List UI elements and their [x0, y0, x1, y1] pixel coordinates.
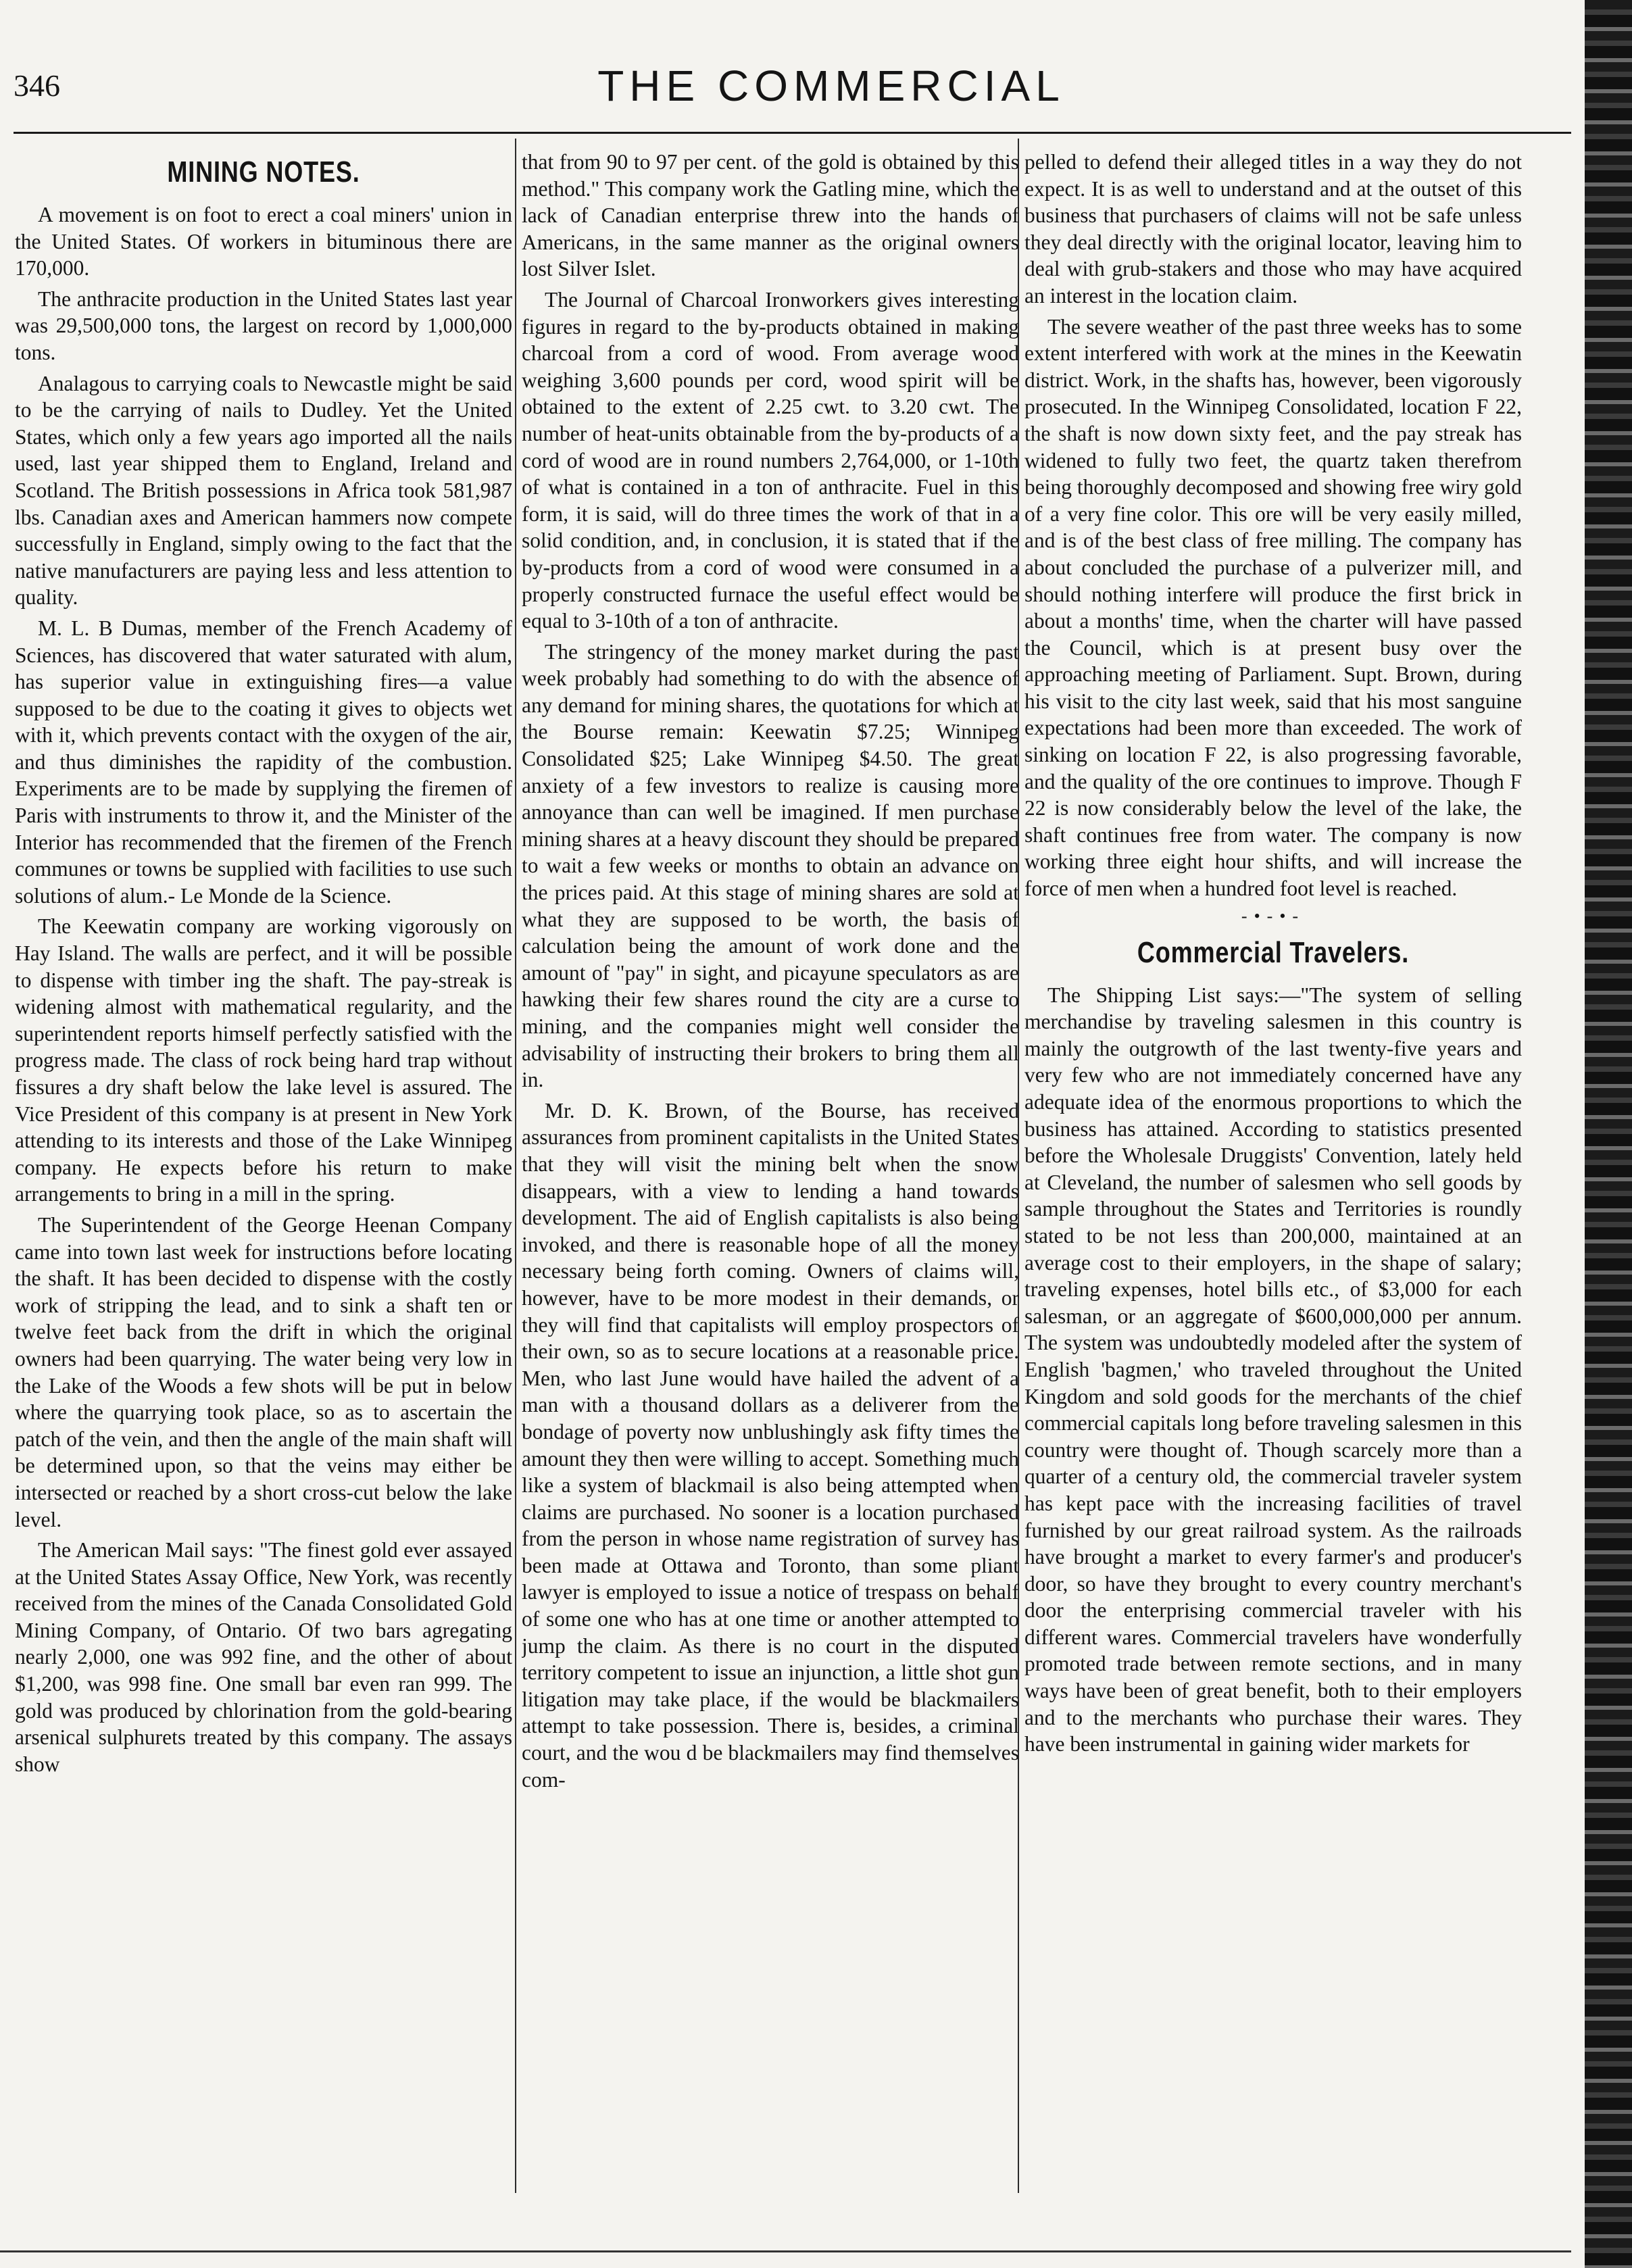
footer-rule [0, 2250, 1571, 2252]
column-1 [15, 149, 512, 2190]
paragraph: The anthracite production in the United States last year was 29,500,000 tons, the largest on record by 1,000,000 tons. [15, 287, 512, 364]
paragraph: The severe weather of the past three weeks has to some extent interfered with work at the mines in the Keewatin district. Work, in the shafts has, however, been vigorously prosecuted. In the Winnipeg Consolidated, location F 22, the shaft is now down sixty feet, and the pay streak has widened to fully two feet, the quartz taken therefrom being thoroughly decomposed and showing free wiry gold of a very fine color. This ore will be very easily milled, and is of the best class of free milling. The company has about concluded the purchase of a pulverizer mill, and should nothing interfere will produce the first brick in about a months' time, when the charter will have passed the Council, which is at present busy over the approaching meeting of Parliament. Supt. Brown, during his visit to the city last week, said that his most sanguine expectations had been more than exceeded. The work of sinking on location F 22, is also progressing favorable, and the quality of the ore continues to improve. Though F 22 is now considerably below the level of the lake, the shaft continues free from water. The company is now working three eight hour shifts, and will increase the force of men when a hundred foot level is reached. [1024, 314, 1522, 901]
section-ornament: -•-•- [1241, 906, 1306, 926]
paragraph: that from 90 to 97 per cent. of the gold is obtained by this method." This company work the Gatling mine, which the lack of Canadian enterprise threw into the hands of Americans, in the same manner as the original owners lost Silver Islet. [522, 150, 1019, 281]
paragraph: pelled to defend their alleged titles in a way they do not expect. It is as well to understand and at the outset of this business that purchasers of claims will not be safe unless they deal directly with the original locator, leaving him to deal with grub-stakers and those who may have acquired an interest in the location claim. [1024, 150, 1522, 307]
paragraph: M. L. B Dumas, member of the French Academy of Sciences, has discovered that water saturated with alum, has superior value in extinguishing fires—a value supposed to be due to the coating it gives to objects wet with it, which prevents contact with the oxygen of the air, and thus diminishes the rapidity of the combustion. Experiments are to be made by supplying the firemen of Paris with instruments to throw it, and the Minister of the Interior has recommended that the firemen of the French communes or towns be supplied with facilities to use such solutions of alum.- Le Monde de la Science. [15, 616, 512, 908]
paragraph: The Journal of Charcoal Ironworkers gives interesting figures in regard to the by-products obtained in making charcoal from a cord of wood. From average wood weighing 3,600 pounds per cord, wood spirit will be obtained to the extent of 2.25 cwt. to 3.20 cwt. The number of heat-units obtainable from the by-products of a cord of wood are in round numbers 2,764,000, or 1-10th of what is contained in a ton of anthracite. Fuel in this form, it is said, will do three times the work of that in a solid condition, and, in conclusion, it is stated that if the by-products from a cord of wood were consumed in a properly constructed furnace the useful effect would be equal to 3-10th of a ton of anthracite. [522, 287, 1019, 633]
paragraph: The Shipping List says:—"The system of selling merchandise by traveling salesmen in this country is mainly the outgrowth of the last twenty-five years and very few who are not immediately concerned have any adequate idea of the enormous proportions to which the business has attained. According to statistics presented before the Wholesale Druggists' Convention, lately held at Cleveland, the number of salesmen who sell goods by sample throughout the States and Territories is roundly stated to be not less than 200,000, maintained at an average cost to their employers, in the shape of salary; traveling expenses, hotel bills etc., of $3,000 for each salesman, or an aggregate of $600,000,000 per annum. The system was undoubtedly modeled after the system of English 'bagmen,' who traveled throughout the United Kingdom and sold goods for the merchants of the chief commercial capitals long before traveling salesmen in this country were thought of. Though scarcely more than a quarter of a century old, the commercial traveler system has kept pace with the increasing facilities of travel furnished by our great railroad system. As the railroads have brought a market to every farmer's and producer's door, so have they brought to every country merchant's door the enterprising commercial traveler with his different wares. Commercial travelers have wonderfully promoted trade between remote sections, and in many ways have been of great benefit, both to their employers and to the merchants who purchase their wares. They have been instrumental in gaining wider markets for [1024, 983, 1522, 1756]
paragraph: The Keewatin company are working vigorously on Hay Island. The walls are perfect, and it will be possible to dispense with timber ing the shaft. The pay-streak is widening almost with mathematical regularity, and the superintendent reports himself perfectly satisfied with the progress made. The class of rock being hard trap without fissures a dry shaft below the lake level is assured. The Vice President of this company is at present in New York attending to its interests and those of the Lake Winnipeg company. He expects before his return to make arrangements to bring in a mill in the spring. [15, 914, 512, 1206]
section-heading-commercial-travelers: Commercial Travelers. [1137, 935, 1410, 969]
paragraph: The Superintendent of the George Heenan Company came into town last week for instructions before locating the shaft. It has been decided to dispense with the costly work of stripping the lead, and to sink a shaft ten or twelve feet back from the drift in which the original owners had been quarrying. The water being very low in the Lake of the Woods a few shots will be put in below where the quarrying took place, so as to ascertain the patch of the vein, and then the angle of the main shaft will be determined upon, so that the veins may either be intersected or reached by a short cross-cut below the lake level. [15, 1212, 512, 1531]
paragraph: The American Mail says: "The finest gold ever assayed at the United States Assay Office, New York, was recently received from the mines of the Canada Consolidated Gold Mining Company, of Ontario. Of two bars agregating nearly 2,000, one was 992 fine, and the other of about $1,200, was 998 fine. One small bar even ran 999. The gold was produced by chlorination from the gold-bearing arsenical sulphurets treated by this company. The assays show [15, 1538, 512, 1776]
paragraph: Mr. D. K. Brown, of the Bourse, has received assurances from prominent capitalists in the United States that they will visit the mining belt when the snow disappears, with a view to lending a hand towards development. The aid of English capitalists is also being invoked, and there is reasonable hope of all the money necessary being forth coming. Owners of claims will, however, have to be more modest in their demands, or they will find that capitalists will employ prospectors of their own, so as to secure locations at a reasonable price. Men, who last June would have hailed the advent of a man with a thousand dollars as a deliverer from the bondage of poverty now unblushingly ask fifty times the amount they then were willing to accept. Something much like a system of blackmail is also being attempted when claims are purchased. No sooner is a location purchased from the person in whose name registration of survey has been made at Ottawa and Toronto, than some pliant lawyer is employed to issue a notice of trespass on behalf of some one who has at one time or another attempted to jump the claim. As there is no court in the disputed territory competent to issue an injunction, a little shot gun litigation may take place, if the would be blackmailers attempt to take possession. There is, besides, a criminal court, and the wou d be blackmailers may find themselves com- [522, 1098, 1019, 1792]
column-divider [515, 139, 516, 2193]
column-2 [522, 149, 1019, 2190]
page-binding-edge [1585, 0, 1632, 2268]
column-3 [1024, 149, 1522, 2190]
paragraph: The stringency of the money market during the past week probably had something to do with the absence of any demand for mining shares, the quotations for which at the Bourse remain: Keewatin $7.25; Winnipeg Consolidated $25; Lake Winnipeg $4.50. The great anxiety of a few investors to realize is causing more annoyance than can well be imagined. If men purchase mining shares at a heavy discount they should be prepared to wait a few weeks or months to obtain an advance on the prices paid. At this stage of mining shares are sold at what they are supposed to be worth, the basis of calculation being the amount of work done and the amount of "pay" in sight, and picayune speculators as are hawking their few shares round the city are a curse to mining, and the companies might well consider the advisability of instructing their brokers to bring them all in. [522, 639, 1019, 1092]
page-number: 346 [14, 68, 60, 103]
paragraph: Analagous to carrying coals to Newcastle might be said to be the carrying of nails to Dudley. Yet the United States, which only a few years ago imported all the nails used, last year shipped them to England, Ireland and Scotland. The British possessions in Africa took 581,987 lbs. Canadian axes and American hammers now compete successfully in England, simply owing to the fact that the native manufacturers are paying less and less attention to quality. [15, 371, 512, 610]
header-rule [14, 132, 1571, 134]
page-title: THE COMMERCIAL [597, 61, 1065, 110]
paragraph: A movement is on foot to erect a coal miners' union in the United States. Of workers in bituminous there are 170,000. [15, 203, 512, 280]
section-heading-mining-notes: MINING NOTES. [167, 155, 360, 189]
